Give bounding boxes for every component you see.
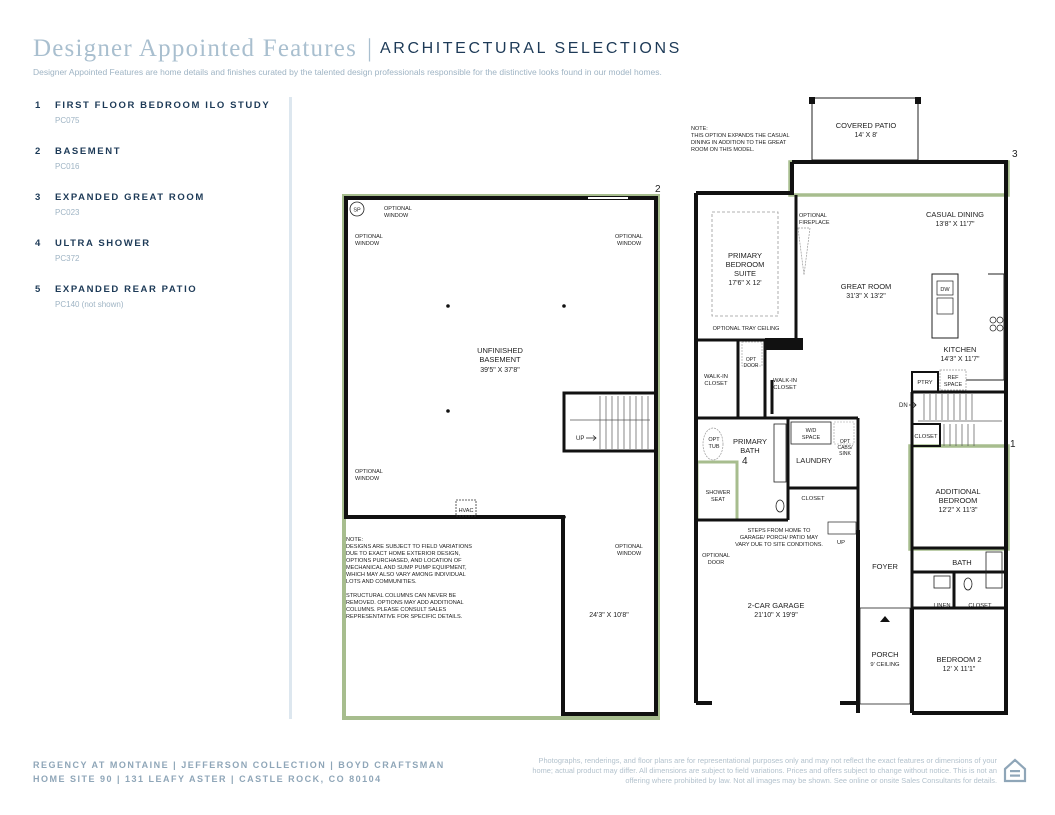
primary-suite-label: SUITE — [733, 269, 757, 278]
option-number: 2 — [35, 146, 42, 157]
garage-dim: 21'10" X 19'9" — [754, 612, 798, 619]
opt-cabs-sink-label: CABS/ — [837, 445, 853, 451]
additional-bedroom-dim: 12'2" X 11'3" — [938, 507, 978, 514]
opt-cabs-sink-label: OPT — [839, 439, 851, 445]
sump-pump-label: SP — [353, 207, 361, 214]
optional-door-label: OPTIONAL — [702, 553, 730, 559]
option-marker-4: 4 — [742, 456, 748, 467]
down-label: DN — [899, 403, 908, 409]
kitchen-counter — [966, 274, 1004, 380]
wd-space-label: W/D — [805, 428, 817, 434]
bedroom2-label: BEDROOM 2 — [936, 655, 982, 664]
note-line: WHICH MAY ALSO VARY AMONG INDIVIDUAL — [346, 572, 466, 578]
optional-window-label: OPTIONAL — [615, 234, 643, 240]
option-marker-2: 2 — [655, 184, 661, 195]
optional-window-label: WINDOW — [355, 476, 380, 482]
note-line: GARAGE/ PORCH/ PATIO MAY — [739, 535, 819, 541]
tray-ceiling-label: OPTIONAL TRAY CEILING — [712, 326, 780, 332]
equal-housing-icon — [1003, 757, 1027, 785]
great-room-option-highlight — [790, 162, 1008, 195]
linen-label: LINEN — [933, 603, 951, 609]
closet-label: CLOSET — [914, 434, 938, 440]
shower-seat-label: SEAT — [711, 497, 725, 503]
note-line: THIS OPTION EXPANDS THE CASUAL — [691, 133, 790, 139]
option-marker-3: 3 — [1012, 149, 1018, 160]
ref-space-label: SPACE — [943, 382, 963, 388]
main-floor-plan — [691, 97, 1018, 713]
optional-fireplace-label: OPTIONAL — [799, 213, 827, 219]
primary-suite-dim: 17'6" X 12' — [728, 280, 762, 287]
note-line: NOTE: — [346, 537, 364, 543]
basement-columns — [446, 304, 566, 519]
option-code: PC023 — [55, 208, 80, 217]
title-separator: | — [367, 35, 373, 62]
walk-in-closet-label: WALK-IN — [773, 378, 797, 384]
pantry-label: PTRY — [917, 380, 933, 386]
primary-bath-label: BATH — [740, 446, 760, 455]
patio-post — [915, 97, 921, 104]
opt-tub-label: OPT — [708, 437, 720, 443]
kitchen-dim: 14'3" X 11'7" — [940, 356, 980, 363]
page-title: Designer Appointed Features — [33, 35, 358, 62]
closet-label: CLOSET — [968, 603, 992, 609]
option-number: 3 — [35, 192, 42, 203]
basement-option-highlight — [344, 196, 658, 718]
steps-note — [735, 528, 823, 548]
option-name: FIRST FLOOR BEDROOM ILO STUDY — [55, 100, 271, 111]
note-line: NOTE: — [691, 126, 708, 132]
bath-label: BATH — [952, 558, 972, 567]
hvac-label: HVAC — [458, 508, 474, 514]
optional-window-label: OPTIONAL — [384, 206, 412, 212]
porch-ceiling-label: 9' CEILING — [870, 662, 900, 668]
optional-window-label: WINDOW — [617, 241, 642, 247]
basement-up-label: UP — [576, 436, 585, 442]
opt-door-label: DOOR — [743, 363, 759, 369]
basement-walls — [346, 198, 656, 714]
garage-up-label: UP — [836, 540, 846, 546]
garage-steps — [828, 522, 856, 534]
wd-space-label: SPACE — [801, 435, 821, 441]
foyer-label: FOYER — [872, 562, 898, 571]
great-room-label: GREAT ROOM — [840, 282, 892, 291]
ref-space-label: REF — [947, 375, 959, 381]
footer-community: REGENCY AT MONTAINE | JEFFERSON COLLECTION | BOYD CRAFTSMAN — [33, 760, 445, 770]
note-line: STRUCTURAL COLUMNS CAN NEVER BE — [346, 593, 457, 599]
optional-door-label: DOOR — [707, 560, 725, 566]
option-name: ULTRA SHOWER — [55, 238, 151, 249]
walk-in-closet-label: CLOSET — [704, 381, 728, 387]
covered-patio-label: COVERED PATIO — [835, 121, 897, 130]
optional-window-label: WINDOW — [617, 551, 642, 557]
note-line: VARY DUE TO SITE CONDITIONS. — [735, 542, 823, 548]
basement-plan — [344, 184, 661, 718]
note-line: LOTS AND COMMUNITIES. — [346, 579, 417, 585]
bath-tub — [986, 552, 1002, 588]
note-line: REMOVED. OPTIONS MAY ADD ADDITIONAL — [346, 600, 464, 606]
vanity — [774, 424, 786, 482]
note-line: ROOM ON THIS MODEL. — [691, 147, 755, 153]
note-line: REPRESENTATIVE FOR SPECIFIC DETAILS. — [346, 614, 463, 620]
option-marker-1: 1 — [1010, 439, 1016, 450]
primary-suite-label: BEDROOM — [725, 260, 765, 269]
kitchen-island — [932, 274, 958, 338]
basement-room-dim: 39'5" X 37'8" — [480, 367, 520, 374]
toilet — [776, 500, 784, 512]
walk-in-closet-label: CLOSET — [773, 385, 797, 391]
option-code: PC016 — [55, 162, 80, 171]
optional-window-labels — [355, 206, 643, 557]
kitchen-sink — [937, 298, 953, 314]
option-number: 1 — [35, 100, 42, 111]
note-line: DESIGNS ARE SUBJECT TO FIELD VARIATIONS — [346, 544, 472, 550]
garage-label: 2-CAR GARAGE — [747, 601, 805, 610]
bath-toilet — [964, 578, 972, 590]
bedroom2-dim: 12' X 11'1" — [942, 666, 976, 673]
covered-patio-dim: 14' X 8' — [854, 132, 878, 139]
note-line: MECHANICAL AND SUMP PUMP EQUIPMENT, — [346, 565, 467, 571]
option-code: PC372 — [55, 254, 80, 263]
optional-fireplace-label: FIREPLACE — [799, 220, 830, 226]
porch-label: PORCH — [871, 650, 899, 659]
option-number: 4 — [35, 238, 42, 249]
note-line: STEPS FROM HOME TO — [747, 528, 811, 534]
great-room-dim: 31'3" X 13'2" — [846, 293, 886, 300]
bath-sink — [934, 576, 950, 588]
note-line: DUE TO EXACT HOME EXTERIOR DESIGN, — [346, 551, 461, 557]
footer-address: HOME SITE 90 | 131 LEAFY ASTER | CASTLE ROCK, CO 80104 — [33, 774, 382, 784]
shower-seat-label: SHOWER — [705, 490, 731, 496]
optional-window-label: OPTIONAL — [355, 234, 383, 240]
casual-dining-label: CASUAL DINING — [925, 210, 985, 219]
optional-window-label: OPTIONAL — [355, 469, 383, 475]
main-floor-note — [691, 126, 790, 153]
additional-bedroom-label: BEDROOM — [938, 496, 978, 505]
basement-room-label: BASEMENT — [479, 355, 521, 364]
closet-label: CLOSET — [801, 496, 825, 502]
walk-in-closet-label: WALK-IN — [704, 374, 728, 380]
option-name: EXPANDED GREAT ROOM — [55, 192, 205, 203]
laundry-label: LAUNDRY — [796, 456, 832, 465]
optional-window-label: WINDOW — [384, 213, 409, 219]
fireplace-wall — [765, 338, 803, 350]
option-name: EXPANDED REAR PATIO — [55, 284, 198, 295]
basement-note — [346, 537, 472, 620]
optional-fireplace — [798, 228, 810, 275]
optional-window-label: WINDOW — [355, 241, 380, 247]
option-name: BASEMENT — [55, 146, 122, 157]
additional-bedroom-label: ADDITIONAL — [935, 487, 981, 496]
note-line: OPTIONS PURCHASED, AND LOCATION OF — [346, 558, 462, 564]
option-number: 5 — [35, 284, 42, 295]
patio-post — [809, 97, 815, 104]
opt-tub-label: TUB — [708, 444, 720, 450]
option-code: PC140 (not shown) — [55, 300, 124, 309]
basement-room-label: UNFINISHED — [477, 346, 523, 355]
primary-suite-label: PRIMARY — [727, 251, 763, 260]
note-line: DINING IN ADDITION TO THE GREAT — [691, 140, 787, 146]
basement-dim-2: 24'3" X 10'8" — [589, 612, 629, 619]
option-code: PC075 — [55, 116, 80, 125]
casual-dining-dim: 13'8" X 11'7" — [935, 221, 975, 228]
primary-bath-label: PRIMARY — [732, 437, 768, 446]
opt-door-label: OPT — [745, 357, 757, 363]
kitchen-label: KITCHEN — [943, 345, 977, 354]
cooktop — [990, 317, 1003, 331]
opt-cabs-sink-label: SINK — [839, 451, 851, 457]
note-line: COLUMNS. PLEASE CONSULT SALES — [346, 607, 447, 613]
entry-arrow — [880, 616, 890, 622]
page-subtitle: ARCHITECTURAL SELECTIONS — [380, 40, 682, 57]
page-description: Designer Appointed Features are home details and finishes curated by the talented design professionals responsible for the distinctive looks found in our model homes. — [33, 67, 662, 77]
optional-window-label: OPTIONAL — [615, 544, 643, 550]
footer-disclaimer: Photographs, renderings, and floor plans are for representational purposes only and may not reflect the exact features or dimensions of your home; actual product may differ. All dimensions are subject to field variations. Prices and offers subject to change without notice. This is not an offering where prohibited by law. Not all images may be shown. See online or onsite Sales Consultants for details. — [532, 756, 997, 785]
stair-arrow-icon — [586, 436, 596, 441]
dw-label: DW — [940, 287, 950, 293]
